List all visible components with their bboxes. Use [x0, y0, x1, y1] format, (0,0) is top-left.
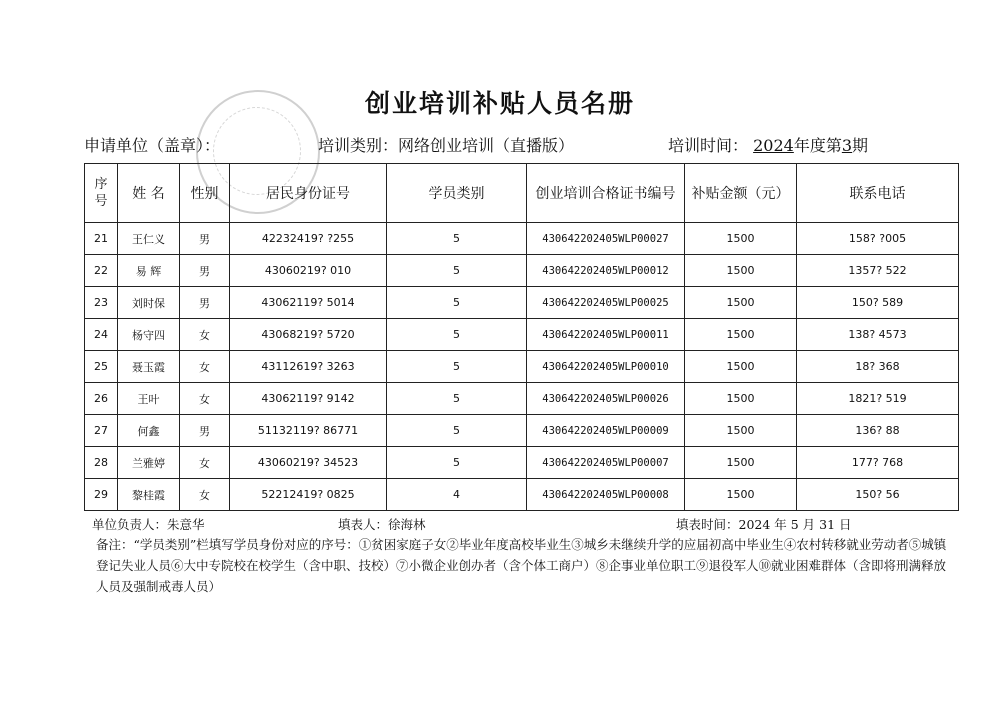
- subsidy-amount: 1500: [685, 383, 797, 415]
- training-year: 2024: [753, 136, 794, 155]
- row-number: 23: [85, 287, 118, 319]
- responsible-person: 单位负责人：朱意华: [92, 517, 205, 532]
- member-category: 5: [387, 287, 527, 319]
- column-header: 姓 名: [118, 164, 180, 223]
- member-id-number: 43068219? 5720: [230, 319, 387, 351]
- subsidy-amount: 1500: [685, 351, 797, 383]
- certificate-number: 430642202405WLP00025: [527, 287, 685, 319]
- row-number: 26: [85, 383, 118, 415]
- table-row: [85, 383, 959, 415]
- member-id-number: 43060219? 010: [230, 255, 387, 287]
- member-category: 5: [387, 351, 527, 383]
- certificate-number: 430642202405WLP00008: [527, 479, 685, 511]
- certificate-number: 430642202405WLP00012: [527, 255, 685, 287]
- contact-phone: 150? 56: [797, 479, 959, 511]
- member-gender: 男: [180, 223, 230, 255]
- table-row: [85, 479, 959, 511]
- subsidy-amount: 1500: [685, 447, 797, 479]
- subsidy-amount: 1500: [685, 415, 797, 447]
- member-category: 5: [387, 319, 527, 351]
- training-category-value: 网络创业培训（直播版）: [398, 136, 575, 155]
- member-id-number: 43112619? 3263: [230, 351, 387, 383]
- column-header: 补贴金额（元）: [685, 164, 797, 223]
- training-period-suffix: 期: [852, 136, 869, 155]
- member-id-number: 43062119? 5014: [230, 287, 387, 319]
- member-gender: 女: [180, 479, 230, 511]
- member-name: 王叶: [118, 383, 180, 415]
- row-number: 21: [85, 223, 118, 255]
- row-number: 24: [85, 319, 118, 351]
- contact-phone: 136? 88: [797, 415, 959, 447]
- certificate-number: 430642202405WLP00010: [527, 351, 685, 383]
- certificate-number: 430642202405WLP00011: [527, 319, 685, 351]
- column-header: 联系电话: [797, 164, 959, 223]
- certificate-number: 430642202405WLP00027: [527, 223, 685, 255]
- member-gender: 男: [180, 415, 230, 447]
- contact-phone: 18? 368: [797, 351, 959, 383]
- applicant-unit-label: 申请单位（盖章）：: [84, 136, 221, 155]
- member-category: 4: [387, 479, 527, 511]
- member-id-number: 42232419? ?255: [230, 223, 387, 255]
- remarks-note: 备注：“学员类别”栏填写学员身份对应的序号：①贫困家庭子女②毕业年度高校毕业生③城乡未继续升学的应届初高中毕业生④农村转移就业劳动者⑤城镇登记失业人员⑥大中专院校在校学生（含中职、技校）⑦小微企业创办者（含个体工商户）⑧企事业单位职工⑨退役军人⑩就业困难群体（含即将刑满释放人员及强制戒毒人员）: [96, 537, 947, 594]
- table-row: [85, 319, 959, 351]
- column-header: 学员类别: [387, 164, 527, 223]
- member-gender: 女: [180, 319, 230, 351]
- training-category: [318, 133, 574, 156]
- table-row: [85, 415, 959, 447]
- member-category: 5: [387, 255, 527, 287]
- member-id-number: 43060219? 34523: [230, 447, 387, 479]
- row-number: 25: [85, 351, 118, 383]
- member-name: 易 辉: [118, 255, 180, 287]
- row-number: 22: [85, 255, 118, 287]
- certificate-number: 430642202405WLP00007: [527, 447, 685, 479]
- subsidy-amount: 1500: [685, 223, 797, 255]
- table-row: [85, 287, 959, 319]
- contact-phone: 1357? 522: [797, 255, 959, 287]
- member-name: 杨守四: [118, 319, 180, 351]
- member-id-number: 51132119? 86771: [230, 415, 387, 447]
- document-title: 创业培训补贴人员名册: [364, 89, 635, 118]
- row-number: 29: [85, 479, 118, 511]
- member-category: 5: [387, 447, 527, 479]
- column-header: 序 号: [85, 164, 118, 223]
- member-name: 何鑫: [118, 415, 180, 447]
- row-number: 27: [85, 415, 118, 447]
- column-header: 性别: [180, 164, 230, 223]
- contact-phone: 138? 4573: [797, 319, 959, 351]
- member-name: 聂玉霞: [118, 351, 180, 383]
- contact-phone: 158? ?005: [797, 223, 959, 255]
- training-time: [668, 133, 868, 156]
- training-time-label: 培训时间：: [668, 136, 749, 155]
- member-id-number: 43062119? 9142: [230, 383, 387, 415]
- member-category: 5: [387, 223, 527, 255]
- fill-time: 填表时间：2024 年 5 月 31 日: [676, 517, 852, 532]
- contact-phone: 1821? 519: [797, 383, 959, 415]
- member-gender: 男: [180, 255, 230, 287]
- table-row: [85, 255, 959, 287]
- member-name: 兰雅婷: [118, 447, 180, 479]
- member-name: 刘时保: [118, 287, 180, 319]
- member-gender: 女: [180, 447, 230, 479]
- subsidy-amount: 1500: [685, 287, 797, 319]
- column-header: 居民身份证号: [230, 164, 387, 223]
- table-row: [85, 223, 959, 255]
- member-category: 5: [387, 415, 527, 447]
- training-year-suffix: 年度第: [793, 136, 842, 155]
- roster-table: [84, 163, 959, 511]
- contact-phone: 150? 589: [797, 287, 959, 319]
- member-gender: 女: [180, 351, 230, 383]
- table-row: [85, 351, 959, 383]
- table-header-row: [85, 164, 959, 223]
- contact-phone: 177? 768: [797, 447, 959, 479]
- subsidy-amount: 1500: [685, 479, 797, 511]
- training-period: 3: [841, 136, 853, 155]
- member-id-number: 52212419? 0825: [230, 479, 387, 511]
- certificate-number: 430642202405WLP00009: [527, 415, 685, 447]
- certificate-number: 430642202405WLP00026: [527, 383, 685, 415]
- table-body: [85, 223, 959, 511]
- form-filler: 填表人：徐海林: [338, 517, 426, 532]
- member-name: 黎桂霞: [118, 479, 180, 511]
- training-category-label: 培训类别：: [318, 136, 399, 155]
- member-gender: 女: [180, 383, 230, 415]
- table-row: [85, 447, 959, 479]
- subsidy-amount: 1500: [685, 319, 797, 351]
- row-number: 28: [85, 447, 118, 479]
- member-gender: 男: [180, 287, 230, 319]
- member-category: 5: [387, 383, 527, 415]
- member-name: 王仁义: [118, 223, 180, 255]
- subsidy-amount: 1500: [685, 255, 797, 287]
- column-header: 创业培训合格证书编号: [527, 164, 685, 223]
